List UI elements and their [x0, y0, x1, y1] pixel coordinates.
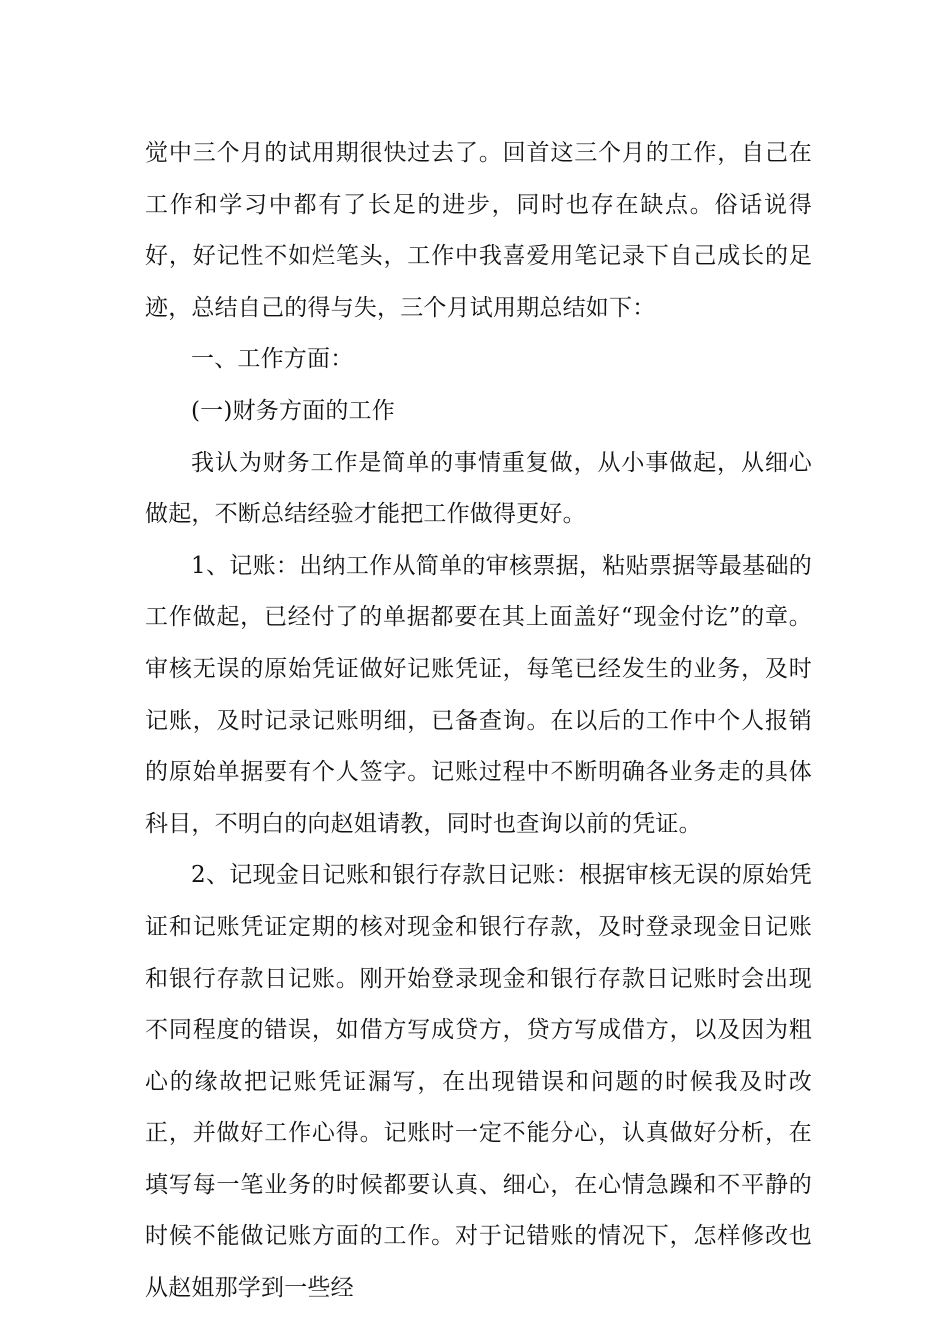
- paragraph-cash-bank-journal: 2、记现金日记账和银行存款日记账：根据审核无误的原始凭证和记账凭证定期的核对现金和银行存款，及时登录现金日记账和银行存款日记账。刚开始登录现金和银行存款日记账时会出现不同程度的错误，如借方写成贷方，贷方写成借方，以及因为粗心的缘故把记账凭证漏写，在出现错误和问题的时候我及时改正，并做好工作心得。记账时一定不能分心，认真做好分析，在填写每一笔业务的时候都要认真、细心，在心情急躁和不平静的时候不能做记账方面的工作。对于记错账的情况下，怎样修改也从赵姐那学到一些经: [145, 862, 812, 1302]
- paragraph-intro-continuation: 觉中三个月的试用期很快过去了。回首这三个月的工作，自己在工作和学习中都有了长足的进步，同时也存在缺点。俗话说得好，好记性不如烂笔头，工作中我喜爱用笔记录下自己成长的足迹，总结自己的得与失，三个月试用期总结如下：: [145, 140, 812, 321]
- document-body: [145, 128, 812, 1315]
- paragraph-bookkeeping: 1、记账：出纳工作从简单的审核票据，粘贴票据等最基础的工作做起，已经付了的单据都要在其上面盖好“现金付讫”的章。审核无误的原始凭证做好记账凭证，每笔已经发生的业务，及时记账，及时记录记账明细，已备查询。在以后的工作中个人报销的原始单据要有个人签字。记账过程中不断明确各业务走的具体科目，不明白的向赵姐请教，同时也查询以前的凭证。: [145, 552, 812, 837]
- subsection-heading-finance: (一)财务方面的工作: [191, 397, 395, 424]
- paragraph-finance-principle: 我认为财务工作是简单的事情重复做，从小事做起，从细心做起，不断总结经验才能把工作做得更好。: [145, 449, 812, 528]
- section-heading-work: 一、工作方面：: [191, 346, 354, 373]
